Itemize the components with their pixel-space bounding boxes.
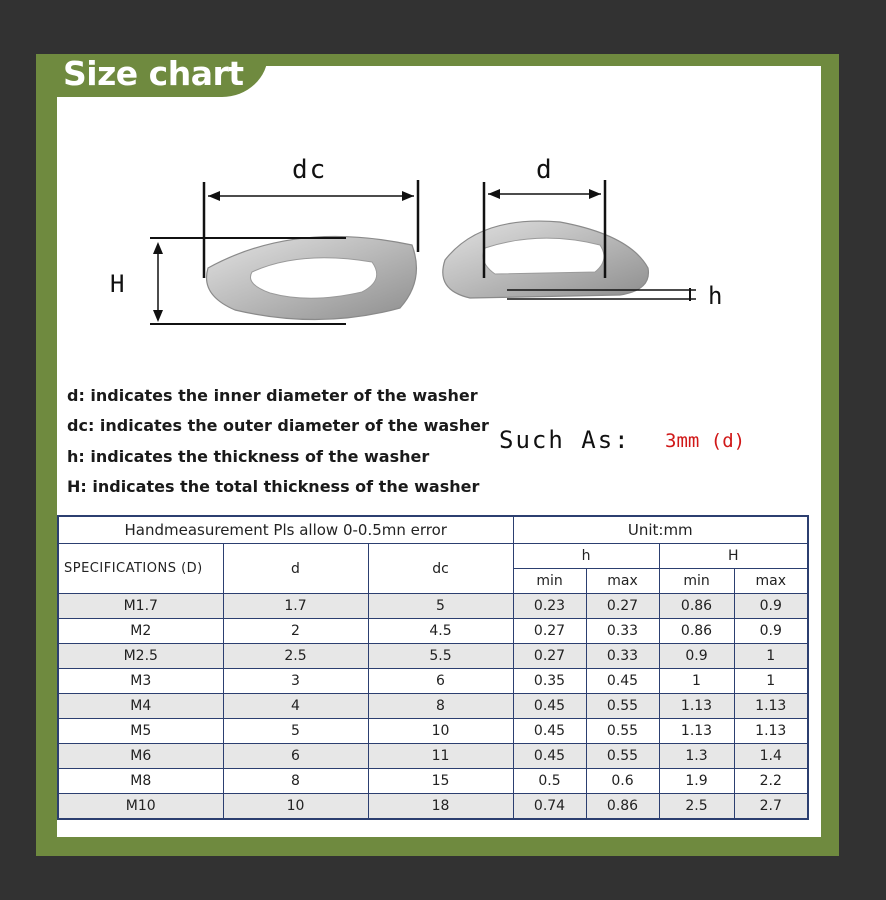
- cell-dc: 18: [368, 794, 513, 820]
- cell-d: 8: [223, 769, 368, 794]
- cell-spec: M2: [58, 619, 223, 644]
- cell-dc: 4.5: [368, 619, 513, 644]
- cell-H-min: 1.13: [659, 719, 734, 744]
- cell-H-min: 1.13: [659, 694, 734, 719]
- example-value: 3mm (d): [665, 430, 746, 452]
- col-header-h: h: [513, 544, 659, 569]
- diagram-label-h: h: [708, 282, 723, 310]
- cell-d: 5: [223, 719, 368, 744]
- cell-h-min: 0.45: [513, 719, 586, 744]
- cell-spec: M10: [58, 794, 223, 820]
- cell-h-min: 0.23: [513, 594, 586, 619]
- col-header-h-max: max: [586, 569, 659, 594]
- col-header-h-min: min: [513, 569, 586, 594]
- cell-h-min: 0.45: [513, 694, 586, 719]
- table-row: [58, 619, 808, 644]
- cell-H-max: 1.13: [734, 694, 808, 719]
- cell-H-min: 1.9: [659, 769, 734, 794]
- cell-H-min: 1: [659, 669, 734, 694]
- col-header-H: H: [659, 544, 808, 569]
- cell-H-max: 2.2: [734, 769, 808, 794]
- cell-d: 10: [223, 794, 368, 820]
- cell-h-min: 0.35: [513, 669, 586, 694]
- cell-h-max: 0.45: [586, 669, 659, 694]
- col-header-d: d: [223, 544, 368, 594]
- cell-H-max: 0.9: [734, 619, 808, 644]
- legend-H: H: indicates the total thickness of the washer: [67, 477, 480, 496]
- diagram-label-d: d: [536, 155, 552, 185]
- cell-spec: M5: [58, 719, 223, 744]
- cell-H-min: 2.5: [659, 794, 734, 820]
- table-unit: Unit:mm: [513, 516, 808, 544]
- cell-h-min: 0.27: [513, 619, 586, 644]
- page-title: Size chart: [63, 54, 244, 93]
- washer-diagram: [100, 150, 723, 350]
- cell-spec: M3: [58, 669, 223, 694]
- table-row: [58, 669, 808, 694]
- cell-H-min: 0.9: [659, 644, 734, 669]
- cell-d: 6: [223, 744, 368, 769]
- legend-d: d: indicates the inner diameter of the washer: [67, 386, 478, 405]
- table-row: [58, 744, 808, 769]
- cell-dc: 6: [368, 669, 513, 694]
- cell-spec: M1.7: [58, 594, 223, 619]
- table-row: [58, 719, 808, 744]
- cell-dc: 5.5: [368, 644, 513, 669]
- cell-H-max: 2.7: [734, 794, 808, 820]
- cell-spec: M4: [58, 694, 223, 719]
- cell-H-max: 1: [734, 669, 808, 694]
- diagram-label-H: H: [110, 270, 125, 298]
- cell-d: 3: [223, 669, 368, 694]
- cell-H-min: 1.3: [659, 744, 734, 769]
- cell-h-max: 0.33: [586, 619, 659, 644]
- cell-d: 2.5: [223, 644, 368, 669]
- cell-dc: 10: [368, 719, 513, 744]
- cell-h-max: 0.6: [586, 769, 659, 794]
- col-header-H-max: max: [734, 569, 808, 594]
- cell-h-max: 0.55: [586, 719, 659, 744]
- cell-H-min: 0.86: [659, 594, 734, 619]
- cell-dc: 15: [368, 769, 513, 794]
- cell-h-min: 0.27: [513, 644, 586, 669]
- cell-dc: 11: [368, 744, 513, 769]
- cell-h-max: 0.33: [586, 644, 659, 669]
- size-table: [57, 515, 809, 820]
- cell-spec: M2.5: [58, 644, 223, 669]
- cell-h-min: 0.5: [513, 769, 586, 794]
- table-row: [58, 794, 808, 820]
- cell-H-max: 1: [734, 644, 808, 669]
- cell-spec: M8: [58, 769, 223, 794]
- col-header-H-min: min: [659, 569, 734, 594]
- cell-d: 1.7: [223, 594, 368, 619]
- cell-h-max: 0.27: [586, 594, 659, 619]
- cell-d: 2: [223, 619, 368, 644]
- table-row: [58, 694, 808, 719]
- col-header-dc: dc: [368, 544, 513, 594]
- col-header-spec: SPECIFICATIONS (D): [58, 544, 223, 594]
- cell-h-max: 0.55: [586, 744, 659, 769]
- diagram-label-dc: dc: [292, 155, 328, 185]
- legend-dc: dc: indicates the outer diameter of the washer: [67, 416, 489, 435]
- legend-h: h: indicates the thickness of the washer: [67, 447, 430, 466]
- cell-dc: 5: [368, 594, 513, 619]
- washer-top-view: [443, 221, 649, 298]
- cell-d: 4: [223, 694, 368, 719]
- cell-H-min: 0.86: [659, 619, 734, 644]
- example-prefix: Such As:: [499, 426, 631, 454]
- cell-h-max: 0.55: [586, 694, 659, 719]
- cell-h-max: 0.86: [586, 794, 659, 820]
- cell-H-max: 1.4: [734, 744, 808, 769]
- washer-front-view: [207, 236, 417, 319]
- table-row: [58, 594, 808, 619]
- cell-h-min: 0.45: [513, 744, 586, 769]
- table-row: [58, 644, 808, 669]
- cell-spec: M6: [58, 744, 223, 769]
- table-row: [58, 769, 808, 794]
- cell-H-max: 0.9: [734, 594, 808, 619]
- cell-h-min: 0.74: [513, 794, 586, 820]
- cell-H-max: 1.13: [734, 719, 808, 744]
- table-note: Handmeasurement Pls allow 0-0.5mn error: [58, 516, 513, 544]
- cell-dc: 8: [368, 694, 513, 719]
